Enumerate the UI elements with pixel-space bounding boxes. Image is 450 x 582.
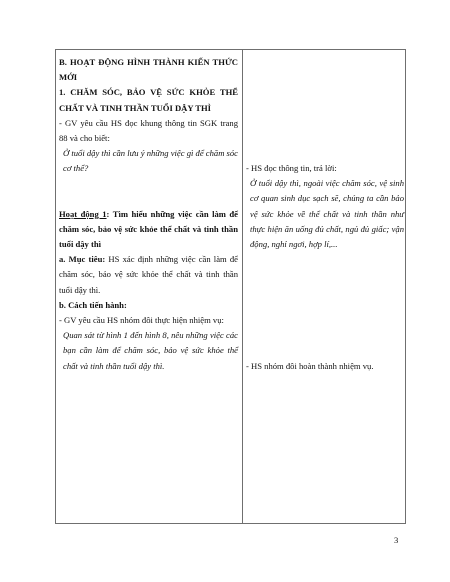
activity-title: : Tìm hiểu những việc cần làm để chăm sóc, bảo vệ sức khỏe thể chất và tinh thần tuổi dậy thì: [59, 208, 238, 250]
column-divider: [242, 50, 243, 523]
objective-text: HS xác định những việc cần làm để chăm sóc, bảo vệ sức khỏe thể chất và tinh thần tuổi dậy thì.: [59, 254, 238, 295]
gv-request-2: - GV yêu cầu HS nhóm đôi thực hiện nhiệm vụ:: [59, 315, 224, 326]
teacher-activities-column: [59, 55, 238, 374]
activity-label: Hoạt động 1: [59, 208, 107, 219]
page-number: 3: [394, 535, 399, 545]
gv-request-1: - GV yêu cầu HS đọc khung thông tin SGK trang 88 và cho biết:: [59, 117, 238, 144]
activity-1-heading: [59, 207, 238, 253]
hs-response-2: - HS nhóm đôi hoàn thành nhiệm vụ.: [246, 361, 374, 372]
objective: [59, 252, 238, 298]
method-label: b. Cách tiến hành:: [59, 299, 127, 310]
section-title: B. HOẠT ĐỘNG HÌNH THÀNH KIẾN THỨC MỚI: [59, 57, 238, 83]
answer-1: Ở tuổi dậy thì, ngoài việc chăm sóc, vệ sinh cơ quan sinh dục sạch sẽ, chúng ta cần bảo vệ sức khỏe về thể chất và tinh thần như thực hiện ăn uống đủ chất, ngủ đủ giấc; vận động, nghỉ ngơi, hợp lí,...: [250, 178, 404, 250]
question-1: Ở tuổi dậy thì cần lưu ý những việc gì để chăm sóc cơ thể?: [63, 148, 239, 174]
lesson-table: [55, 49, 406, 524]
objective-label: a. Mục tiêu:: [59, 254, 106, 265]
subsection-title: 1. CHĂM SÓC, BẢO VỆ SỨC KHỎE THỂ CHẤT VÀ TINH THẦN TUỔI DẬY THÌ: [59, 87, 238, 113]
task-text: Quan sát từ hình 1 đến hình 8, nêu những việc các bạn cần làm để chăm sóc, bảo vệ sức khỏe thể chất và tinh thần tuổi dậy thì.: [63, 330, 238, 371]
student-activities-column: [246, 55, 404, 374]
hs-response-1: - HS đọc thông tin, trả lời:: [246, 163, 337, 173]
